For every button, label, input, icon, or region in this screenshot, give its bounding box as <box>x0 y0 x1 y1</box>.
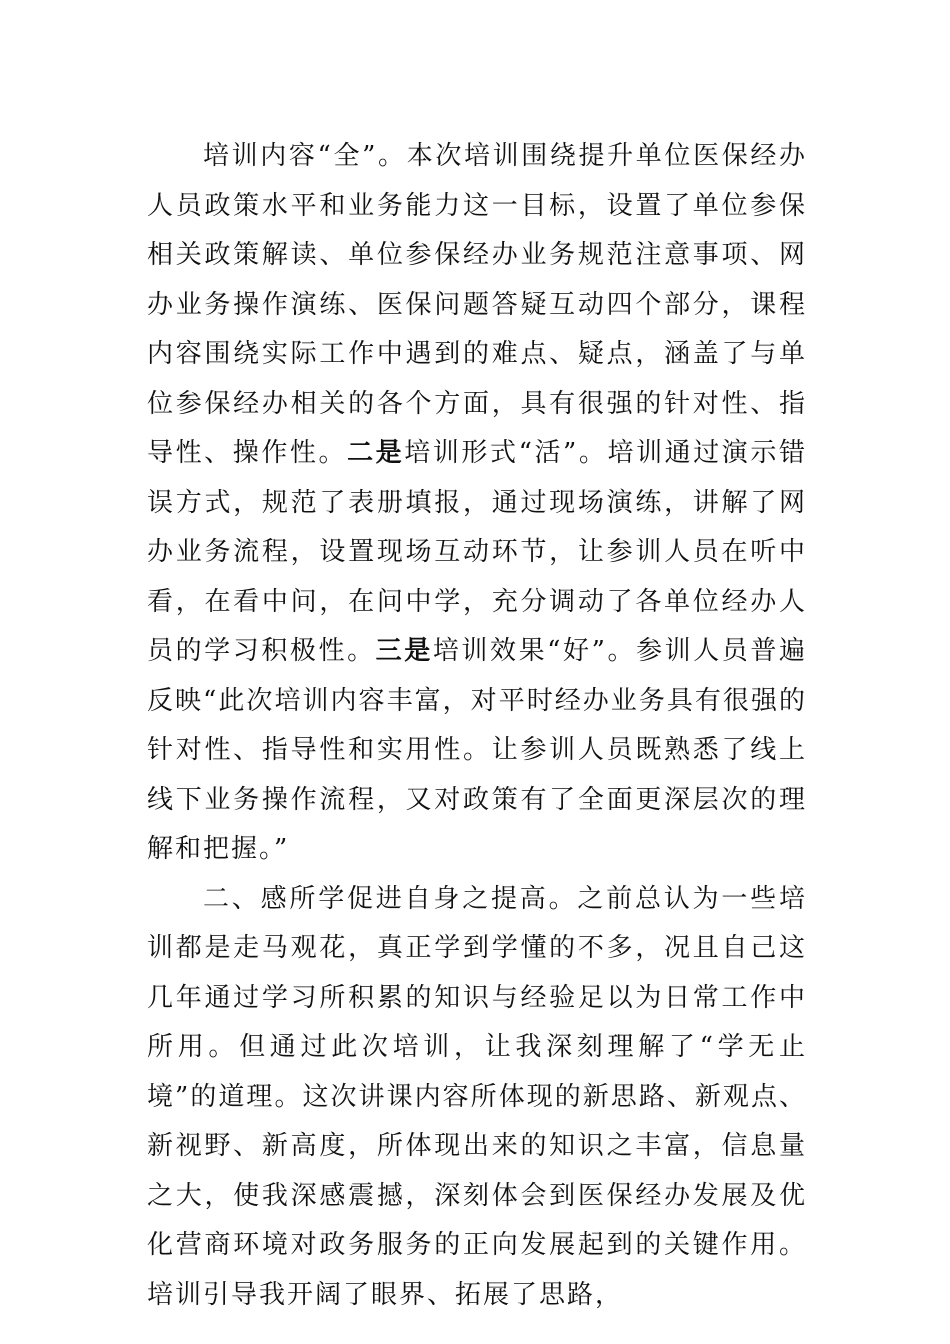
document-body <box>147 132 807 1320</box>
paragraph-text: 培训效果“好”。参训人员普遍反映“此次培训内容丰富，对平时经办业务具有很强的针对性、指导性和实用性。让参训人员既熟悉了线上线下业务操作流程，又对政策有了全面更深层次的理解和把握。” <box>147 636 807 864</box>
paragraph-text: 培训内容“全”。本次培训围绕提升单位医保经办人员政策水平和业务能力这一目标，设置了单位参保相关政策解读、单位参保经办业务规范注意事项、网办业务操作演练、医保问题答疑互动四个部分，课程内容围绕实际工作中遇到的难点、疑点，涵盖了与单位参保经办相关的各个方面，具有很强的针对性、指导性、操作性。 <box>147 141 807 468</box>
paragraph-training-summary <box>147 132 807 875</box>
paragraph-emphasis-second: 二是 <box>347 438 405 468</box>
paragraph-emphasis-third: 三是 <box>375 636 433 666</box>
paragraph-self-improvement <box>147 875 807 1321</box>
paragraph-text: 培训形式“活”。培训通过演示错误方式，规范了表册填报，通过现场演练，讲解了网办业务流程，设置现场互动环节，让参训人员在听中看，在看中问，在问中学，充分调动了各单位经办人员的学习积极性。 <box>147 438 807 666</box>
paragraph-text: 二、感所学促进自身之提高。之前总认为一些培训都是走马观花，真正学到学懂的不多，况且自己这几年通过学习所积累的知识与经验足以为日常工作中所用。但通过此次培训，让我深刻理解了“学无止境”的道理。这次讲课内容所体现的新思路、新观点、新视野、新高度，所体现出来的知识之丰富，信息量之大，使我深感震撼，深刻体会到医保经办发展及优化营商环境对政务服务的正向发展起到的关键作用。培训引导我开阔了眼界、拓展了思路， <box>147 883 807 1310</box>
